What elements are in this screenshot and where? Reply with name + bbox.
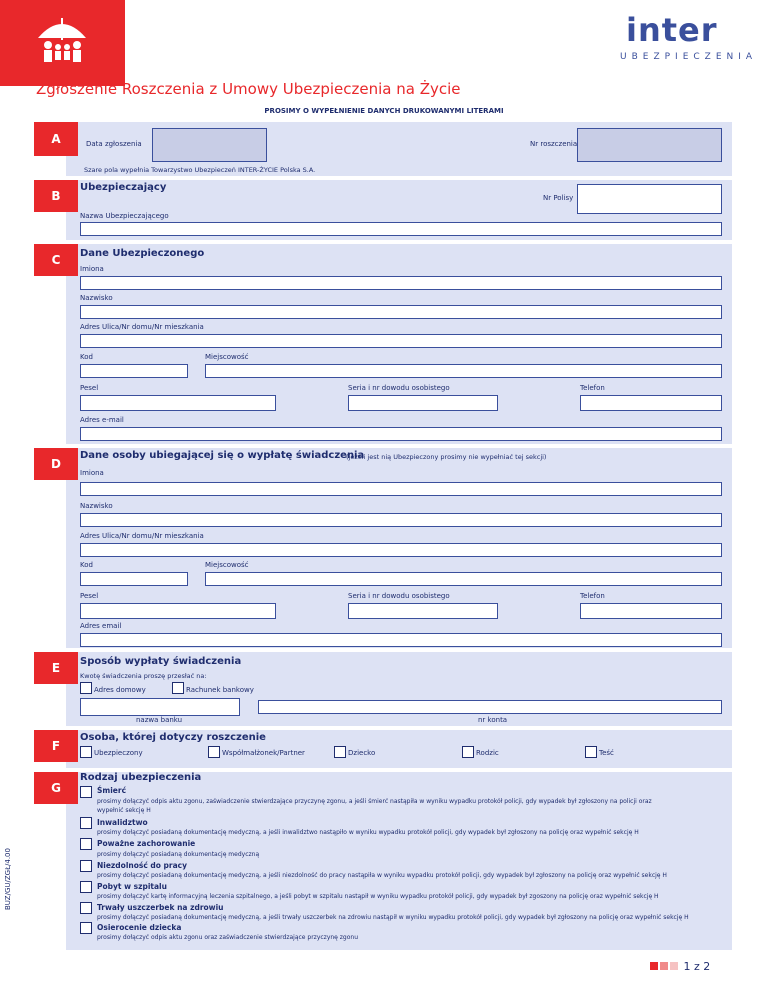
d-first-names-label: Imiona [80, 469, 104, 477]
disability-desc: prosimy dołączyć posiadaną dokumentację medyczną, a jeśli inwalidztwo nastąpiło w wyniku wypadku protokół policji, gdy wypadek był zgłoszony na policję oraz wypełnić sekcję H [97, 829, 639, 836]
c-surname-label: Nazwisko [80, 294, 113, 302]
section-e-title: Sposób wypłaty świadczenia [80, 656, 242, 667]
section-c-title: Dane Ubezpieczonego [80, 248, 205, 259]
parent-in-law-label: Teść [599, 749, 614, 757]
disability-checkbox[interactable] [80, 817, 92, 829]
document-title: Zgłoszenie Roszczenia z Umowy Ubezpieczenia na Życie [36, 80, 461, 98]
incapacity-desc: prosimy dołączyć posiadaną dokumentację medyczną, a jeśli niezdolność do pracy nastąpiła w wyniku wypadku protokół policji, gdy wypadek był zgłoszony na policję oraz wypełnić sekcję H [97, 872, 667, 879]
c-phone-field[interactable] [580, 395, 722, 411]
insured-checkbox[interactable] [80, 746, 92, 758]
date-label: Data zgłoszenia [86, 140, 142, 148]
section-d-tab: D [34, 448, 78, 480]
d-first-names-field[interactable] [80, 482, 722, 496]
incapacity-label: Niezdolność do pracy [97, 861, 187, 870]
orphan-desc: prosimy dołączyć odpis aktu zgonu oraz zaświadczenie stwierdzające przyczynę zgonu [97, 934, 359, 941]
policy-number-label: Nr Polisy [543, 194, 574, 202]
c-email-field[interactable] [80, 427, 722, 441]
d-address-field[interactable] [80, 543, 722, 557]
injury-checkbox[interactable] [80, 902, 92, 914]
brand-subtitle: UBEZPIECZENIA [620, 52, 758, 62]
bank-name-field[interactable] [80, 698, 240, 716]
c-id-label: Seria i nr dowodu osobistego [348, 384, 450, 392]
section-d-subtitle: (jeżeli jest nią Ubezpieczony prosimy nie wypełniać tej sekcji) [346, 453, 547, 461]
d-postcode-field[interactable] [80, 572, 188, 586]
d-id-field[interactable] [348, 603, 498, 619]
brand-name: inter [626, 11, 718, 49]
section-f-title: Osoba, której dotyczy roszczenie [80, 732, 266, 743]
c-email-label: Adres e-mail [80, 416, 124, 424]
section-e-tab: E [34, 652, 78, 684]
umbrella-family-icon [0, 0, 125, 86]
d-phone-field[interactable] [580, 603, 722, 619]
orphan-checkbox[interactable] [80, 922, 92, 934]
c-postcode-field[interactable] [80, 364, 188, 378]
company-logo-mark [0, 0, 125, 86]
policyholder-name-label: Nazwa Ubezpieczającego [80, 212, 169, 220]
bank-account-checkbox[interactable] [172, 682, 184, 694]
d-pesel-field[interactable] [80, 603, 276, 619]
c-id-field[interactable] [348, 395, 498, 411]
death-desc: prosimy dołączyć odpis aktu zgonu, zaświadczenie stwierdzające przyczynę zgonu, a jeśli śmierć nastąpiła w wyniku wypadku protokół policji, gdy wypadek był zgłoszony na policji oraz [97, 798, 652, 805]
serious-illness-label: Poważne zachorowanie [97, 839, 196, 848]
section-g-title: Rodzaj ubezpieczenia [80, 772, 202, 783]
d-address-label: Adres Ulica/Nr domu/Nr mieszkania [80, 532, 204, 540]
d-surname-label: Nazwisko [80, 502, 113, 510]
hospital-desc: prosimy dołączyć kartę informacyjną leczenia szpitalnego, a jeśli pobyt w szpitalu nastąpił w wyniku wypadku protokół policji, gdy wypadek był zgoszony na policję oraz wypełnić sekcję H [97, 893, 659, 900]
hospital-label: Pobyt w szpitalu [97, 882, 167, 891]
c-first-names-field[interactable] [80, 276, 722, 290]
form-code: BUZ/GU/ZGŁ/4.00 [4, 848, 12, 910]
parent-label: Rodzic [476, 749, 499, 757]
spouse-checkbox[interactable] [208, 746, 220, 758]
orphan-label: Osierocenie dziecka [97, 923, 182, 932]
c-city-field[interactable] [205, 364, 722, 378]
d-city-label: Miejscowość [205, 561, 249, 569]
c-address-field[interactable] [80, 334, 722, 348]
death-checkbox[interactable] [80, 786, 92, 798]
bank-account-label: Rachunek bankowy [186, 686, 254, 694]
policy-number-field[interactable] [577, 184, 722, 214]
d-postcode-label: Kod [80, 561, 93, 569]
c-address-label: Adres Ulica/Nr domu/Nr mieszkania [80, 323, 204, 331]
injury-label: Trwały uszczerbek na zdrowiu [97, 903, 224, 912]
page-square-icon [660, 962, 668, 970]
d-pesel-label: Pesel [80, 592, 99, 600]
d-city-field[interactable] [205, 572, 722, 586]
d-surname-field[interactable] [80, 513, 722, 527]
d-email-field[interactable] [80, 633, 722, 647]
page-square-icon [650, 962, 658, 970]
section-a-tab: A [34, 122, 78, 156]
claim-number-label: Nr roszczenia [530, 140, 578, 148]
section-g-tab: G [34, 772, 78, 804]
d-id-label: Seria i nr dowodu osobistego [348, 592, 450, 600]
c-first-names-label: Imiona [80, 265, 104, 273]
c-city-label: Miejscowość [205, 353, 249, 361]
section-b-tab: B [34, 180, 78, 212]
c-postcode-label: Kod [80, 353, 93, 361]
parent-checkbox[interactable] [462, 746, 474, 758]
c-pesel-field[interactable] [80, 395, 276, 411]
inter-logo [618, 12, 758, 72]
incapacity-checkbox[interactable] [80, 860, 92, 872]
fill-instruction: PROSIMY O WYPEŁNIENIE DANYCH DRUKOWANYMI LITERAMI [264, 107, 504, 115]
c-surname-field[interactable] [80, 305, 722, 319]
disability-label: Inwalidztwo [97, 818, 148, 827]
hospital-checkbox[interactable] [80, 881, 92, 893]
page-indicator [650, 960, 710, 973]
injury-desc: prosimy dołączyć posiadaną dokumentację medyczną, a jeśli trwały uszczerbek na zdrowiu nastąpił w wyniku wypadku protokół policji, gdy wypadek był zgłoszony na policję oraz wypełnić sekcję H [97, 914, 689, 921]
d-email-label: Adres email [80, 622, 122, 630]
home-address-checkbox[interactable] [80, 682, 92, 694]
serious-illness-checkbox[interactable] [80, 838, 92, 850]
section-c-tab: C [34, 244, 78, 276]
page-square-icon [670, 962, 678, 970]
d-phone-label: Telefon [580, 592, 605, 600]
account-number-label: nr konta [478, 716, 508, 724]
section-b-title: Ubezpieczający [80, 182, 167, 193]
spouse-label: Współmałżonek/Partner [222, 749, 305, 757]
claim-number-field[interactable] [577, 128, 722, 162]
date-field[interactable] [152, 128, 267, 162]
parent-in-law-checkbox[interactable] [585, 746, 597, 758]
home-address-label: Adres domowy [94, 686, 146, 694]
payment-intro: Kwotę świadczenia proszę przesłać na: [80, 672, 207, 680]
death-label: Śmierć [97, 786, 127, 795]
c-phone-label: Telefon [580, 384, 605, 392]
child-checkbox[interactable] [334, 746, 346, 758]
section-d-title: Dane osoby ubiegającej się o wypłatę świadczenia [80, 450, 365, 461]
section-f-tab: F [34, 730, 78, 762]
account-number-field[interactable] [258, 700, 722, 714]
child-label: Dziecko [348, 749, 376, 757]
bank-name-label: nazwa banku [136, 716, 183, 724]
death-desc-2: wypełnić sekcję H [97, 807, 151, 814]
policyholder-name-field[interactable] [80, 222, 722, 236]
page-number: 1 z 2 [683, 960, 711, 973]
serious-illness-desc: prosimy dołączyć posiadaną dokumentację medyczną [97, 851, 260, 858]
insured-label: Ubezpieczony [94, 749, 143, 757]
gray-fields-note: Szare pola wypełnia Towarzystwo Ubezpieczeń INTER-ŻYCIE Polska S.A. [84, 166, 316, 174]
c-pesel-label: Pesel [80, 384, 99, 392]
